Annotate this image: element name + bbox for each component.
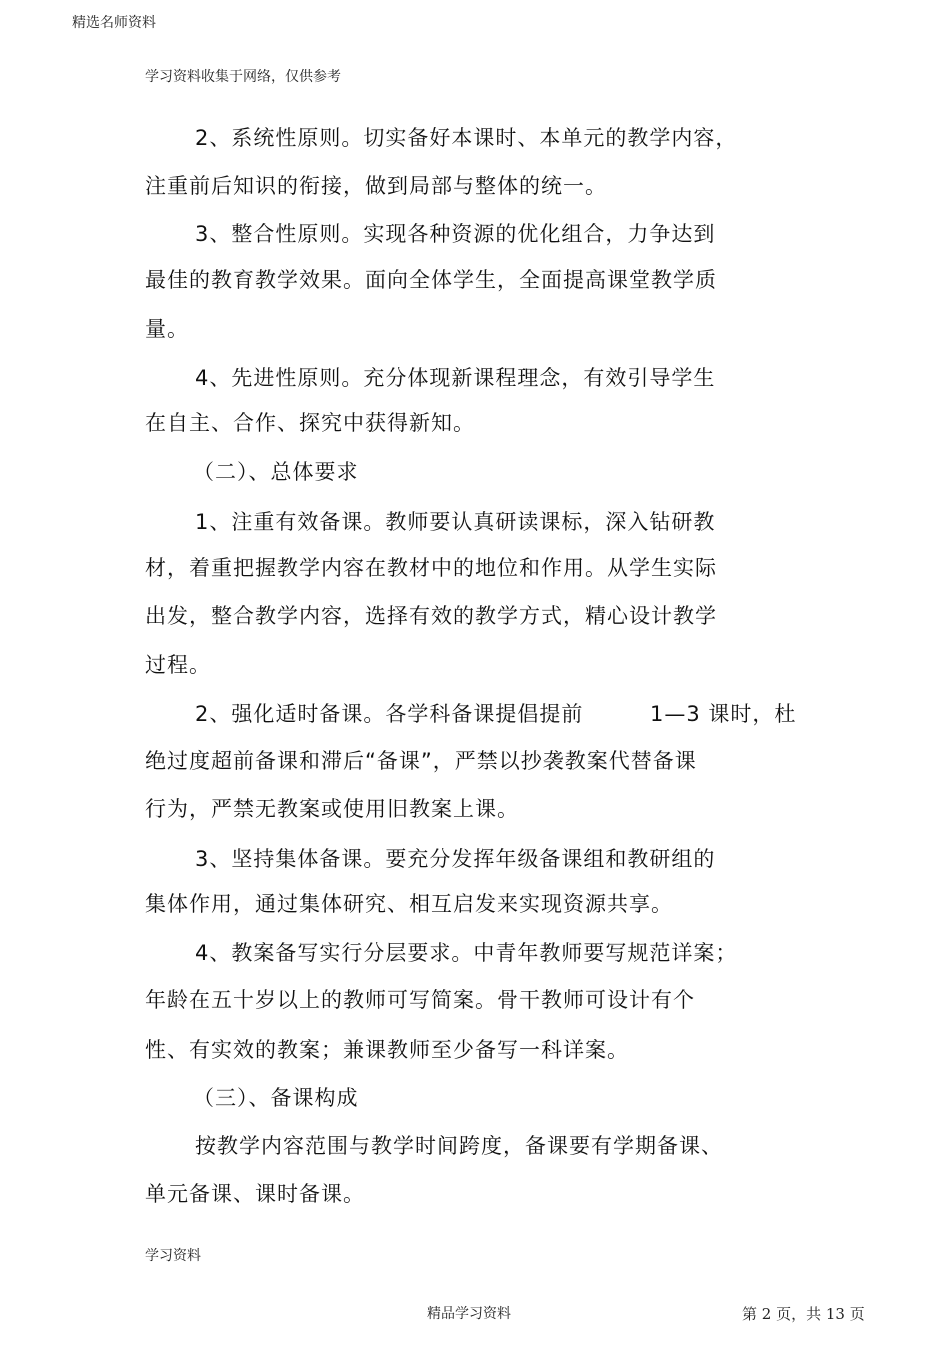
text-line: 按教学内容范围与教学时间跨度，备课要有学期备课、 (195, 1134, 723, 1158)
text-line: 4、教案备写实行分层要求。中青年教师要写规范详案； (195, 941, 738, 965)
text-line: 3、整合性原则。实现各种资源的优化组合，力争达到 (195, 222, 716, 246)
text-line: 2、强化适时备课。各学科备课提倡提前 (195, 702, 584, 726)
text-line: 单元备课、课时备课。 (145, 1182, 365, 1206)
section-heading: （二）、总体要求 (193, 460, 359, 484)
footer-center-label: 精品学习资料 (427, 1306, 511, 1322)
section-heading: （三）、备课构成 (193, 1086, 359, 1110)
text-line: 3、坚持集体备课。要充分发挥年级备课组和教研组的 (195, 847, 716, 871)
text-line: 注重前后知识的衔接，做到局部与整体的统一。 (145, 174, 607, 198)
text-line: 最佳的教育教学效果。面向全体学生，全面提高课堂教学质 (145, 268, 717, 292)
text-line: 年龄在五十岁以上的教师可写简案。骨干教师可设计有个 (145, 988, 695, 1012)
text-line: 集体作用，通过集体研究、相互启发来实现资源共享。 (145, 892, 673, 916)
text-line: 量。 (145, 317, 189, 341)
text-line: 出发，整合教学内容，选择有效的教学方式，精心设计教学 (145, 604, 717, 628)
text-line: 4、先进性原则。充分体现新课程理念，有效引导学生 (195, 366, 716, 390)
page-number: 第 2 页，共 13 页 (742, 1305, 865, 1323)
footer-left-label: 学习资料 (145, 1248, 201, 1264)
text-line: 在自主、合作、探究中获得新知。 (145, 411, 475, 435)
text-line: 2、系统性原则。切实备好本课时、本单元的教学内容， (195, 126, 738, 150)
text-line: 1、注重有效备课。教师要认真研读课标，深入钻研教 (195, 510, 716, 534)
top-header-label: 精选名师资料 (72, 15, 156, 31)
text-line: 行为，严禁无教案或使用旧教案上课。 (145, 797, 519, 821)
text-line: 材，着重把握教学内容在教材中的地位和作用。从学生实际 (145, 556, 717, 580)
page-subtitle: 学习资料收集于网络，仅供参考 (145, 69, 341, 85)
text-line: 绝过度超前备课和滞后“备课”，严禁以抄袭教案代替备课 (145, 749, 697, 773)
text-line-fragment: 1—3 课时，杜 (650, 702, 797, 726)
text-line: 性、有实效的教案；兼课教师至少备写一科详案。 (145, 1038, 629, 1062)
text-line: 过程。 (145, 653, 211, 677)
